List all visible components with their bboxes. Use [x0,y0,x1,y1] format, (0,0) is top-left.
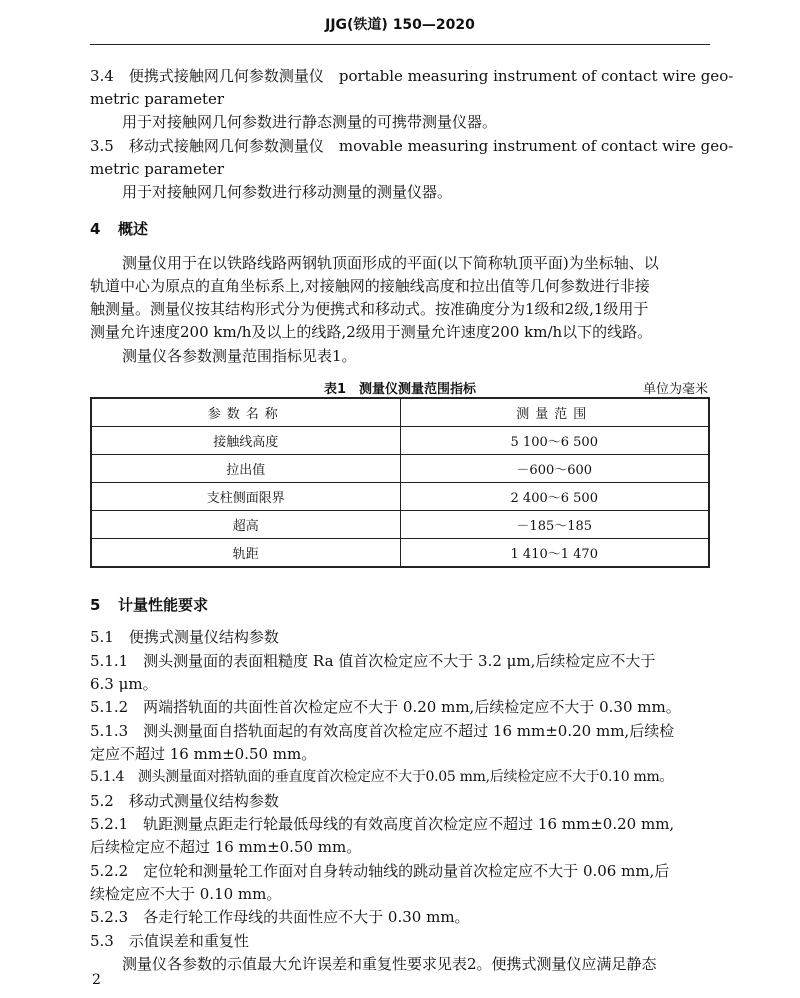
table-row [91,483,709,511]
table-cell-parameter: 接触线高度 [91,427,400,455]
section-4-number: 4 [90,220,101,238]
clause-5-2-2-line2: 续检定应不大于 0.10 mm。 [90,885,282,903]
clause-5-1-3-line1: 5.1.3 测头测量面自搭轨面起的有效高度首次检定应不超过 16 mm±0.20 mm,后续检 [90,722,675,740]
section-4-para1-line2: 轨道中心为原点的直角坐标系上,对接触网的接触线高度和拉出值等几何参数进行非接 [90,277,650,295]
definition-3-5-desc: 用于对接触网几何参数进行移动测量的测量仪器。 [122,183,453,201]
table-cell-parameter: 拉出值 [91,455,400,483]
page-header: JJG(铁道) 150—2020 [325,17,475,33]
section-5-heading [90,594,208,615]
section-4-para1-line3: 触测量。测量仪按其结构形式分为便携式和移动式。按准确度分为1级和2级,1级用于 [90,300,649,318]
definition-3-4-line2: metric parameter [90,90,225,108]
section-4-para1-line4: 测量允许速度200 km/h及以上的线路,2级用于测量允许速度200 km/h以下的线路。 [90,323,653,341]
section-4-para1-line1: 测量仪用于在以铁路线路两钢轨顶面形成的平面(以下简称轨顶平面)为坐标轴、以 [122,254,659,272]
page-number: 2 [92,972,101,988]
table-row [91,455,709,483]
clause-5-2-3: 5.2.3 各走行轮工作母线的共面性应不大于 0.30 mm。 [90,908,470,926]
clause-5-1-1-line2: 6.3 μm。 [90,675,158,693]
table-cell-parameter: 支柱侧面限界 [91,483,400,511]
table-header-row [91,398,709,427]
table-cell-range: 5 100～6 500 [400,427,709,455]
clause-5-1-3-line2: 定应不超过 16 mm±0.50 mm。 [90,745,317,763]
table-cell-range: 2 400～6 500 [400,483,709,511]
section-5-number: 5 [90,596,101,614]
clause-5-1-4: 5.1.4 测头测量面对搭轨面的垂直度首次检定应不大于0.05 mm,后续检定应不大于0.10 mm。 [90,769,674,785]
table-cell-range: －185～185 [400,511,709,539]
clause-5-2-2-line1: 5.2.2 定位轮和测量轮工作面对自身转动轴线的跳动量首次检定应不大于 0.06 mm,后 [90,862,670,880]
table-cell-parameter: 轨距 [91,539,400,568]
table-1 [90,397,710,568]
table-1-caption: 表1 测量仪测量范围指标 [323,382,477,397]
definition-3-4-line1: 3.4 便携式接触网几何参数测量仪 portable measuring instrument of contact wire geo- [90,67,734,85]
table-header-parameter: 参数名称 [91,398,400,427]
table-1-unit: 单位为毫米 [642,382,708,397]
table-1-caption-row [90,378,710,398]
section-5-title: 计量性能要求 [118,596,209,614]
table-header-range: 测量范围 [400,398,709,427]
definition-3-4-desc: 用于对接触网几何参数进行静态测量的可携带测量仪器。 [122,113,498,131]
definition-3-5-line1: 3.5 移动式接触网几何参数测量仪 movable measuring instrument of contact wire geo- [90,137,734,155]
table-cell-range: 1 410～1 470 [400,539,709,568]
clause-5-2: 5.2 移动式测量仪结构参数 [90,792,279,810]
table-row [91,511,709,539]
clause-5-1-2: 5.1.2 两端搭轨面的共面性首次检定应不大于 0.20 mm,后续检定应不大于 0.30 mm。 [90,698,681,716]
header-rule [90,44,710,45]
table-row [91,427,709,455]
table-row [91,539,709,568]
clause-5-1-1-line1: 5.1.1 测头测量面的表面粗糙度 Ra 值首次检定应不大于 3.2 μm,后续检定应不大于 [90,652,656,670]
table-cell-parameter: 超高 [91,511,400,539]
definition-3-5-line2: metric parameter [90,160,225,178]
clause-5-1: 5.1 便携式测量仪结构参数 [90,628,279,646]
section-4-para2: 测量仪各参数测量范围指标见表1。 [122,347,357,365]
clause-5-2-1-line2: 后续检定应不超过 16 mm±0.50 mm。 [90,838,362,856]
section-4-title: 概述 [118,220,149,238]
clause-5-3: 5.3 示值误差和重复性 [90,932,249,950]
section-4-heading [90,218,148,239]
table-cell-range: －600～600 [400,455,709,483]
clause-5-3-para: 测量仪各参数的示值最大允许误差和重复性要求见表2。便携式测量仪应满足静态 [122,955,657,973]
clause-5-2-1-line1: 5.2.1 轨距测量点距走行轮最低母线的有效高度首次检定应不超过 16 mm±0.20 mm, [90,815,675,833]
